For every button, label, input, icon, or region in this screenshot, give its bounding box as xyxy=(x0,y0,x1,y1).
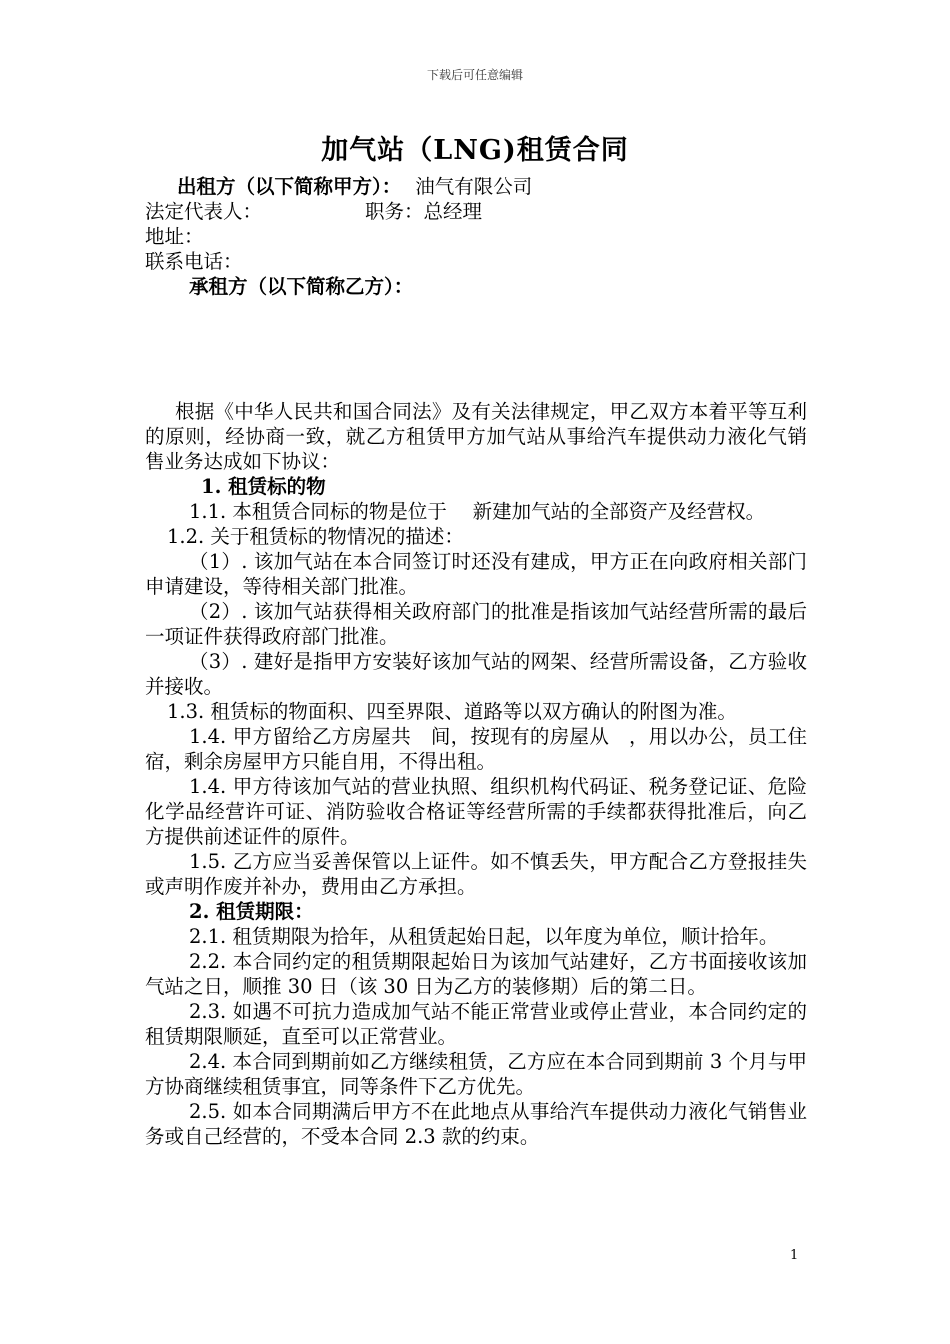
page-number: 1 xyxy=(790,1248,799,1263)
clause-1-1: 1.1. 本租赁合同标的物是位于 新建加气站的全部资产及经营权。 xyxy=(189,500,766,523)
clause-2-2: 2.2. 本合同约定的租赁期限起始日为该加气站建好，乙方书面接收该加气站之日，顺推 30 日（该 30 日为乙方的装修期）后的第二日。 xyxy=(145,950,807,998)
section1-heading: 1. 租赁标的物 xyxy=(201,475,326,498)
clause-2-1: 2.1. 租赁期限为拾年，从租赁起始日起，以年度为单位，顺计拾年。 xyxy=(189,925,779,948)
document-body xyxy=(145,174,807,1149)
clause-1-2: 1.2. 关于租赁标的物情况的描述： xyxy=(167,525,464,548)
clause-1-2-item-2: （2）. 该加气站获得相关政府部门的批准是指该加气站经营所需的最后一项证件获得政府部门批准。 xyxy=(145,600,807,648)
clause-2-5: 2.5. 如本合同期满后甲方不在此地点从事给汽车提供动力液化气销售业务或自己经营的，不受本合同 2.3 款的约束。 xyxy=(145,1100,807,1148)
phone-label: 联系电话： xyxy=(145,250,243,273)
lessor-value: 油气有限公司 xyxy=(415,175,533,198)
lessor-label: 出租方（以下简称甲方）： xyxy=(177,175,402,198)
legal-rep-line xyxy=(145,199,807,224)
legal-rep-label: 法定代表人： xyxy=(145,200,263,223)
clause-1-2-item-3: （3）. 建好是指甲方安装好该加气站的网架、经营所需设备，乙方验收并接收。 xyxy=(145,650,807,698)
intro-paragraph: 根据《中华人民共和国合同法》及有关法律规定，甲乙双方本着平等互利的原则，经协商一致，就乙方租赁甲方加气站从事给汽车提供动力液化气销售业务达成如下协议： xyxy=(145,400,807,473)
clause-1-4a: 1.4. 甲方留给乙方房屋共 间，按现有的房屋从 ，用以办公，员工住宿，剩余房屋甲方只能自用，不得出租。 xyxy=(145,725,807,773)
position-text: 职务：总经理 xyxy=(365,200,483,223)
header-note: 下载后可任意编辑 xyxy=(426,68,523,82)
document-title: 加气站（LNG)租赁合同 xyxy=(321,135,629,166)
clause-1-2-item-1: （1）. 该加气站在本合同签订时还没有建成，甲方正在向政府相关部门申请建设，等待相关部门批准。 xyxy=(145,550,807,598)
section2-heading: 2. 租赁期限： xyxy=(189,900,314,923)
lessor-line xyxy=(145,174,807,199)
clause-2-4: 2.4. 本合同到期前如乙方继续租赁，乙方应在本合同到期前 3 个月与甲方协商继续租赁事宜，同等条件下乙方优先。 xyxy=(145,1050,807,1098)
clause-1-3: 1.3. 租赁标的物面积、四至界限、道路等以双方确认的附图为准。 xyxy=(167,700,737,723)
clause-1-5: 1.5. 乙方应当妥善保管以上证件。如不慎丢失，甲方配合乙方登报挂失或声明作废并补办，费用由乙方承担。 xyxy=(145,850,807,898)
lessee-label: 承租方（以下简称乙方）： xyxy=(189,275,414,298)
address-label: 地址： xyxy=(145,225,204,248)
clause-2-3: 2.3. 如遇不可抗力造成加气站不能正常营业或停止营业，本合同约定的租赁期限顺延，直至可以正常营业。 xyxy=(145,1000,807,1048)
clause-1-4b: 1.4. 甲方待该加气站的营业执照、组织机构代码证、税务登记证、危险化学品经营许可证、消防验收合格证等经营所需的手续都获得批准后，向乙方提供前述证件的原件。 xyxy=(145,775,807,848)
